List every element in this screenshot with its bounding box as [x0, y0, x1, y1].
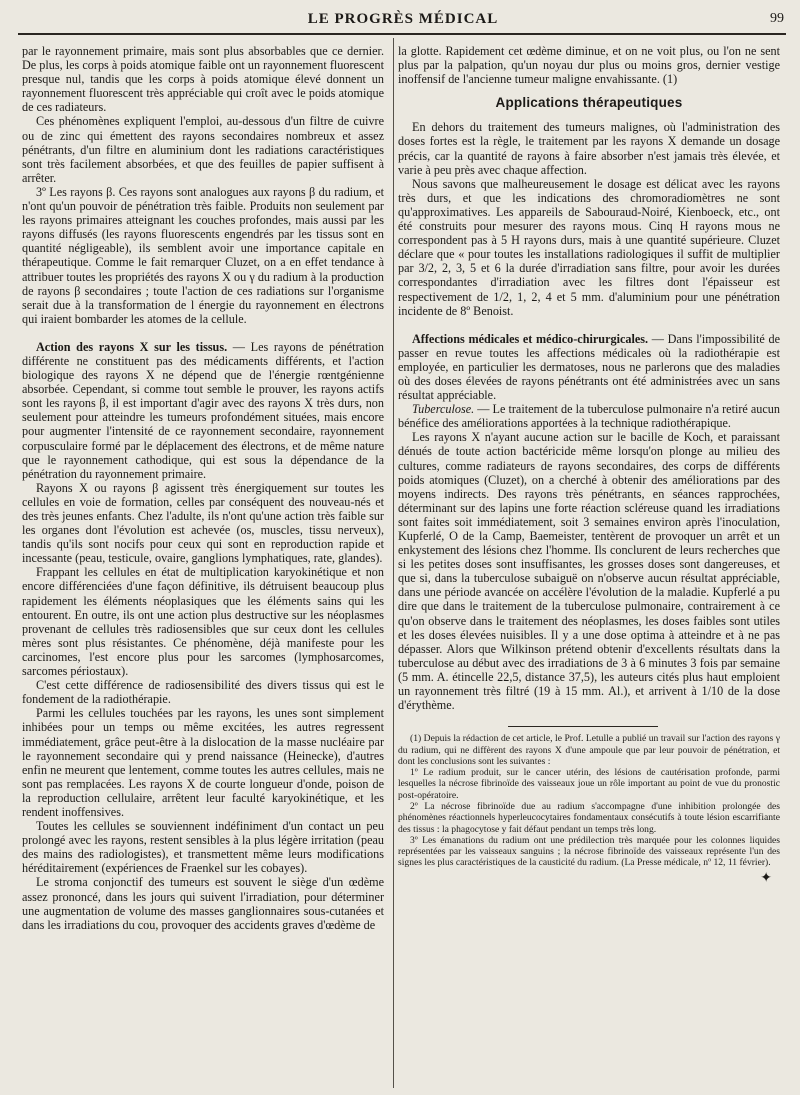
paragraph-action-rayons	[22, 340, 384, 481]
paragraph: C'est cette différence de radiosensibilité des divers tissus qui est le fondement de la radiothérapie.	[22, 678, 384, 707]
section-title: Applications thérapeutiques	[495, 95, 683, 111]
paragraph: Ces phénomènes expliquent l'emploi, au-dessous d'un filtre de cuivre ou de zinc qui émettent des rayons secondaires nombreux et assez pénétrants, d'un filtre en aluminium dont les radiations caractéristiques sont très facilement absorbées, et que des feuilles de papier suffisent à arrêter.	[22, 114, 384, 185]
paragraph-text: — Dans l'impossibilité de passer en revue toutes les affections médicales où la radiothérapie est employée, en particulier les dermatoses, nous ne parlerons que des maladies où des doses élevées de rayons pénétrants ont été administrées avec un sans résultat appréciable.	[398, 331, 781, 403]
run-in-heading: Tuberculose.	[412, 402, 475, 417]
page-header	[18, 8, 788, 32]
end-ornament-icon: ✦	[760, 870, 772, 886]
footnote: 2º La nécrose fibrinoïde due au radium s'accompagne d'une inhibition prolongée des phénomènes réactionnels hyperleucocytaires fondamentaux consécutifs à toute lésion escarrifiante des tissus : la phagocytose y fait défaut pendant un temps très long.	[398, 801, 780, 835]
paragraph: la glotte. Rapidement cet œdème diminue, et on ne voit plus, ou l'on ne sent plus par la palpation, qu'un noyau dur plus ou moins gros, dernier vestige inoffensif de l'ancienne tumeur maligne envahissante. (1)	[398, 44, 780, 87]
paragraph: Frappant les cellules en état de multiplication karyokinétique et non encore différenciées d'une façon définitive, ils détruisent beaucoup plus rapidement les éléments néoplasiques que les éléments sains qui les entourent. En outre, ils ont une action plus destructive sur les néoplasmes provenant de cellules très radiosensibles que sur ceux dont les cellules mères sont plus résistantes. Ce phénomène, déjà manifeste pour les carcinomes, l'est encore plus pour les sarcomes (lymphosarcomes, sarcomes périostaux).	[22, 565, 384, 679]
left-column	[22, 44, 384, 932]
run-in-heading: Affections médicales et médico-chirurgicales.	[412, 331, 649, 346]
paragraph: Le stroma conjonctif des tumeurs est souvent le siège d'un œdème assez prononcé, dans les jours qui suivent l'irradiation, pour déterminer une augmentation de volume des masses ganglionnaires sous-cutanées et dans les irradiations du cou, provoquer des accidents graves d'œdème de	[22, 875, 384, 932]
footnote-rule	[508, 726, 658, 727]
footnote: 3º Les émanations du radium ont une prédilection très marquée pour les colonnes liquides représentées par les vaisseaux sanguins ; la nécrose fibrinoïde des vaisseaux représente l'un des signes les plus caractéristiques de la causticité du radium. (La Presse médicale, nº 12, 11 février).	[398, 834, 780, 869]
paragraph-tuberculose	[398, 402, 780, 430]
paragraph: Nous savons que malheureusement le dosage est délicat avec les rayons très durs, et que les indications des chromoradiomètres ne sont qu'approximatives. Les appareils de Sabouraud-Noiré, Kienboeck, etc., ont été construits pour mesurer des rayons mous. Cinq H rayons mous ne correspondent pas à 5 H rayons durs, mais à une quantité supérieure. Cluzet déclare que « pour toutes les installations radiologiques il suffit de multiplier par 3/2, 2, 3, 5 et 6 la durée d'irradiation sans filtre, pour avoir les durées correspondantes d'irradiation avec les filtres dont l'épaisseur est respectivement de 1/2, 1, 2, 4 et 5 mm. d'aluminium pour une pénétration incidente de 8º Benoist.	[398, 176, 780, 318]
paragraph-text: — Les rayons de pénétration différente ne constituent pas des médicaments différents, et l'action biologique des rayons X ne dépend que de l'énergie rœntgénienne absorbée. Cependant, si comme tout semble le prouver, les rayons actifs sont les rayons β, il est important d'agir avec des rayons X très durs, non seulement pour atteindre les tumeurs profondément situées, mais encore pour augmenter l'intensité de ce rayonnement secondaire, rayonnement corpusculaire formé par le déplacement des électrons, et de même nature que le rayonnement cathodique, qui est sous la dépendance de la pénétration du rayonnement primaire.	[22, 339, 385, 481]
paragraph: 3º Les rayons β. Ces rayons sont analogues aux rayons β du radium, et n'ont qu'un pouvoir de pénétration très faible. Produits non seulement par les rayons primaires atteignant les couches profondes, mais aussi par les rayons diffusés (les rayons fluorescents engendrés par les tissus sont en quantité négligeable), ils semblent avoir une importance capitale en thérapeutique. Comme le fait remarquer Cluzet, on a en effet tendance à attribuer toutes les propriétés des rayons X ou γ du radium à la production de rayons β secondaires ; toute l'action de ces radiations sur l'organisme serait due à la transformation de l énergie du rayonnement en électrons qui iraient bombarder les atomes de la cellule.	[22, 184, 384, 326]
page-number: 99	[770, 11, 784, 26]
journal-title: LE PROGRÈS MÉDICAL	[307, 11, 499, 27]
paragraph: Toutes les cellules se souviennent indéfiniment d'un contact un peu prolongé avec les rayons, restent sensibles à la plus légère irritation (peau des mains des radiologistes), et transmettent même leurs modifications héréditairement (expériences de Fraenkel sur les cobayes).	[22, 819, 384, 876]
header-rule	[18, 33, 786, 35]
paragraph: Les rayons X n'ayant aucune action sur le bacille de Koch, et paraissant dénués de toute action bactéricide même lorsqu'on plonge au milieu des cultures, comme radiateurs de rayons secondaires, des corps de différents poids atomiques (Cluzet), on a cherché à obtenir des améliorations par des moyens indirects. Des rayons très pénétrants, en séances rapprochées, déterminant sur des lapins une forte réaction scléreuse quand les irradiations sont faites soit immédiatement, soit 3 semaines environ après l'inoculation, Kupferlé, O de la Camp, Baemeister, tentèrent de provoquer un arrêt et un enkystement des lésions chez l'homme. Ils conclurent de leurs recherches que si les petites doses sont insuffisantes, les grosses doses sont dangereuses, et que si, dans la tuberculose subaiguë on n'observe aucun résultat appréciable, dans une période avancée on accélère l'évolution de la maladie. Kupferlé a pu dire que dans le traitement de la tuberculose pulmonaire, contrairement à ce qu'on observe dans le traitement des néoplasmes, les doses faibles sont utiles et les doses élevées nuisibles. Il y a une dose optima à atteindre et à ne pas dépasser. Alors que Wilkinson prétend obtenir d'excellents résultats dans la tuberculose au début avec des irradiations de 3 à 6 minutes 3 fois par semaine (5 mm. A. étincelle 22,5, distance 37,5), les auteurs cités plus haut emploient un rayonnement très filtré (19 à 15 mm. Al.), et arrivent à 1/10 de la dose d'érythème.	[398, 430, 780, 713]
paragraph: par le rayonnement primaire, mais sont plus absorbables que ce dernier. De plus, les corps à poids atomique faible ont un rayonnement fluorescent presque nul, tandis que les corps à poids atomique élevé donnent un rayonnement fluorescent très appréciable qui croît avec le poids atomique de ces radiateurs.	[22, 44, 384, 115]
run-in-heading: Action des rayons X sur les tissus.	[36, 339, 228, 354]
footnote: (1) Depuis la rédaction de cet article, le Prof. Letulle a publié un travail sur l'action des rayons γ du radium, qui ne diffèrent des rayons X d'une ampoule que par leur pouvoir de pénétration, et dont les conclusions sont les suivantes :	[398, 733, 780, 767]
paragraph: Rayons X ou rayons β agissent très énergiquement sur toutes les cellules en voie de formation, celles par conséquent des nouveau-nés et des très jeunes enfants. Chez l'adulte, ils n'ont qu'une action très faible sur les organes dont l'évolution est achevée (os, muscles, tissu nerveux), tandis qu'ils sont nocifs pour ceux qui sont en reproduction rapide et incessante (peau, testicule, ovaire, ganglions lymphatiques, rate, glandes).	[22, 480, 384, 566]
paragraph: Parmi les cellules touchées par les rayons, les unes sont simplement inhibées pour un temps ou même excitées, les autres regressent immédiatement, grâce peut-être à la dislocation de la masse nucléaire par le rayonnement secondaire qui y prend naissance (Heinecke), d'autres enfin ne meurent que lentement, comme toutes les autres cellules, mais ne sont pas remplacées. Les rayons X de courte longueur d'onde, poison de la reproduction cellulaire, arrêtent leur faculté karyokinétique, et les rendent inoffensives.	[22, 706, 384, 819]
paragraph-text: — Le traitement de la tuberculose pulmonaire n'a retiré aucun bénéfice des améliorations apportées à la technique radiothérapique.	[398, 402, 780, 431]
footnote: 1º Le radium produit, sur le cancer utérin, des lésions de cautérisation profonde, parmi lesquelles la nécrose fibrinoïde des vaisseaux joue un rôle important au point de vue du pronostic post-opératoire.	[398, 767, 780, 801]
paragraph-affections	[398, 332, 780, 402]
footnotes	[398, 733, 780, 884]
right-column	[398, 44, 780, 884]
paragraph: En dehors du traitement des tumeurs malignes, où l'administration des doses fortes est la règle, le traitement par les rayons X demande un dosage précis, car la quantité de rayons à faire absorber n'est jamais très élevée, et varie à peu près avec chaque affection.	[398, 120, 780, 177]
column-divider	[393, 38, 394, 1088]
